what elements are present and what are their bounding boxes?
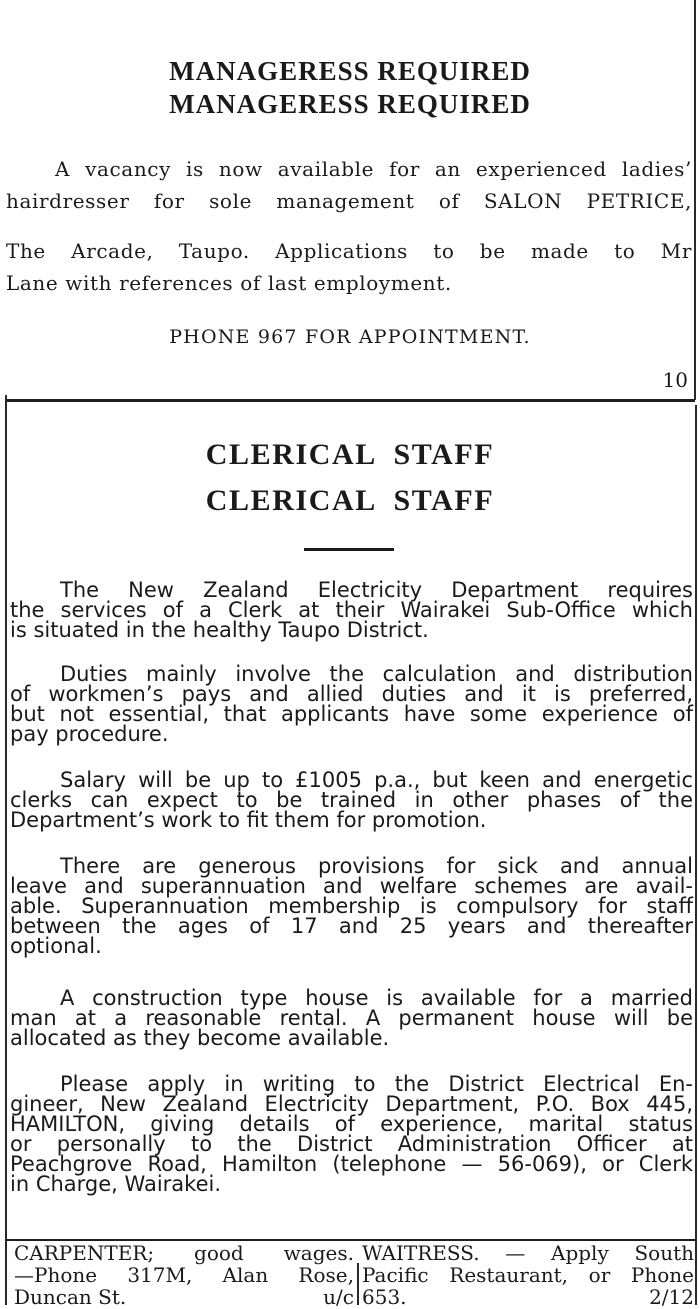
manageress-phone: PHONE 967 FOR APPOINTMENT. [169,326,531,348]
clerical-paragraph-1 [10,580,693,640]
text-line: or personally to the District Administration Officer at [10,1132,693,1156]
clerical-paragraph-6 [10,1074,693,1194]
text-line: Pacific Restaurant, or Phone [362,1263,694,1287]
text-line: Please apply in writing to the District Electrical En- [60,1072,693,1096]
text-line: Department’s work to fit them for promotion. [10,808,487,832]
clerical-heading-2: CLERICAL STAFF [205,484,495,517]
waitress-ad-code: 2/12 [649,1285,694,1309]
left-column-rule [5,395,7,1305]
clerical-paragraph-3 [10,770,693,830]
text-line: in Charge, Wairakei. [10,1172,221,1196]
text-line: gineer, New Zealand Electricity Department, P.O. Box 445, [10,1092,693,1116]
manageress-line-1: A vacancy is now available for an experienced ladies’ [55,157,692,181]
manageress-line-3: The Arcade, Taupo. Applications to be made to Mr [6,239,692,263]
text-line: optional. [10,934,102,958]
manageress-line-2: hairdresser for sole management of SALON PETRICE, [6,189,692,213]
carpenter-ad [14,1242,354,1308]
clerical-paragraph-5 [10,988,693,1048]
heading-rule [304,548,394,551]
right-column-rule-bottom [695,405,697,1305]
text-line: Duncan St. [14,1285,127,1309]
clerical-paragraph-2 [10,664,693,744]
text-line: Salary will be up to £1005 p.a., but keen and energetic [60,768,693,792]
text-line: between the ages of 17 and 25 years and thereafter [10,914,693,938]
text-line: —Phone 317M, Alan Rose, [14,1263,354,1287]
text-line: Peachgrove Road, Hamilton (telephone — 56-069), or Clerk [10,1152,693,1176]
text-line: A construction type house is available for a married [60,986,693,1010]
clerical-paragraph-4 [10,856,693,956]
manageress-heading-1: MANAGERESS REQUIRED [169,56,531,86]
carpenter-ad-code: u/c [323,1285,354,1309]
text-line: the services of a Clerk at their Wairakei Sub-Office which [10,598,693,622]
manageress-line-4: Lane with references of last employment. [6,271,452,295]
text-line: able. Superannuation membership is compulsory for staff [10,894,693,918]
manageress-heading-2: MANAGERESS REQUIRED [169,89,531,119]
text-line: 653. [362,1285,407,1309]
text-line: HAMILTON, giving details of experience, marital status [10,1112,693,1136]
text-line: clerks can expect to be trained in other phases of the [10,788,693,812]
ad-number: 10 [662,368,688,392]
section-divider [7,399,695,402]
waitress-ad [362,1242,694,1308]
classifieds-column-rule [357,1263,359,1305]
text-line: but not essential, that applicants have some experience of [10,702,693,726]
text-line: leave and superannuation and welfare schemes are avail- [10,874,693,898]
text-line: pay procedure. [10,722,169,746]
clerical-heading-1: CLERICAL STAFF [205,438,495,471]
text-line: There are generous provisions for sick and annual [60,854,693,878]
text-line: allocated as they become available. [10,1026,390,1050]
text-line: man at a reasonable rental. A permanent house will be [10,1006,693,1030]
text-line: WAITRESS. — Apply South [362,1241,694,1265]
text-line: Duties mainly involve the calculation and distribution [60,662,693,686]
text-line: The New Zealand Electricity Department requires [60,578,693,602]
text-line: CARPENTER; good wages. [14,1241,354,1265]
text-line: is situated in the healthy Taupo District. [10,618,429,642]
text-line: of workmen’s pays and allied duties and it is preferred, [10,682,693,706]
